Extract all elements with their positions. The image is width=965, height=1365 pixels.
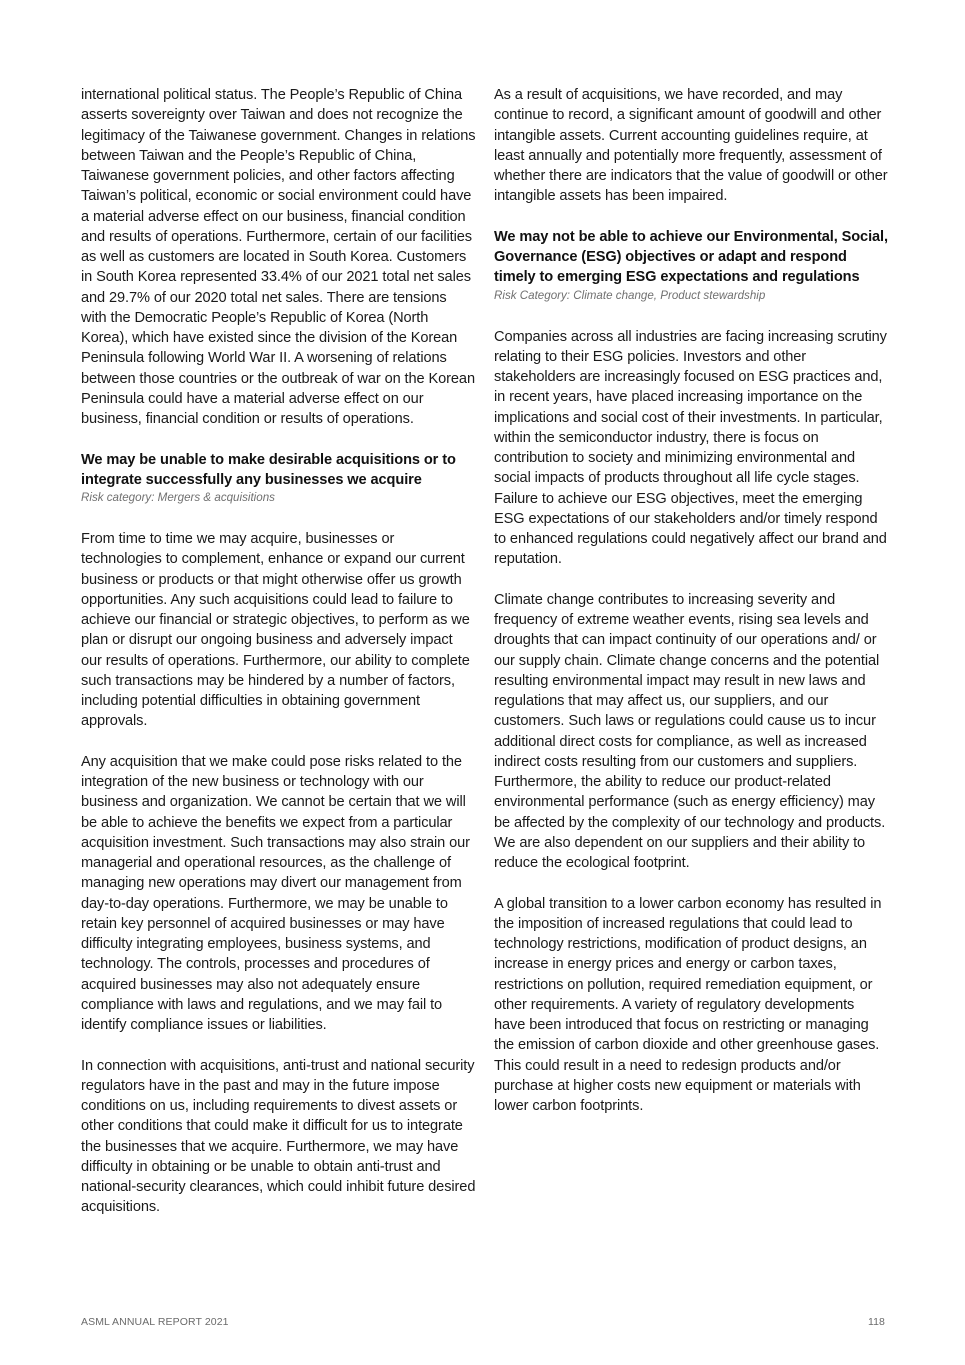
paragraph-acquisitions-1: From time to time we may acquire, businesses or technologies to complement, enhance or expand our current business or products or that might otherwise offer us growth opportunities. Any such acquisitions could lead to failure to achieve our financial or strategic objectives, to perform as we plan or disrupt our ongoing business and adversely impact our results of operations. Furthermore, our ability to complete such transactions may be hindered by a number of factors, including potential difficulties in obtaining government approvals. (81, 531, 470, 730)
right-column (494, 85, 889, 1116)
risk-category-acquisitions: Risk category: Mergers & acquisitions (81, 491, 275, 504)
paragraph-esg-2: Climate change contributes to increasing severity and frequency of extreme weather events, rising sea levels and droughts that can impact continuity of our operations and/ or our supply chain. Climate change concerns and the potential resulting environmental impact may result in new laws and regulations that may affect us, our suppliers, and our customers. Such laws or regulations could cause us to incur additional direct costs for compliance, as well as increased indirect costs resulting from our customers and suppliers. Furthermore, the ability to reduce our product-related environmental performance (such as energy efficiency) may be affected by the complexity of our technology and products. We are also dependent on our suppliers and their ability to reduce the ecological footprint. (494, 591, 886, 871)
footer-report-title: ASML ANNUAL REPORT 2021 (81, 1316, 229, 1328)
risk-category-esg: Risk Category: Climate change, Product stewardship (494, 288, 766, 302)
paragraph-korea-taiwan-risk: international political status. The People’s Republic of China asserts sovereignty over Taiwan and does not recognize the legitimacy of the Taiwanese government. Changes in relations between Taiwan and the People’s Republic of China, Taiwanese government policies, and other factors affecting Taiwan’s political, economic or social environment could have a material adverse effect on our business, financial condition and results of operations. Furthermore, certain of our facilities as well as customers are located in South Korea. Customers in South Korea represented 33.4% of our 2021 total net sales and 29.7% of our 2020 total net sales. There are tensions with the Democratic People’s Republic of Korea (North Korea), which have existed since the division of the Korean Peninsula following World War II. A worsening of relations between those countries or the outbreak of war on the Korean Peninsula could have a material adverse effect on our business, financial condition or results of operations. (81, 87, 476, 427)
risk-heading-esg: We may not be able to achieve our Environmental, Social, Governance (ESG) objectives or adapt and respond timely to emerging ESG expectations and regulations (494, 228, 888, 286)
paragraph-acquisitions-2: Any acquisition that we make could pose risks related to the integration of the new business or technology with our business and organization. We cannot be certain that we will be able to achieve the benefits we expect from a particular acquisition investment. Such transactions may also strain our managerial and operational resources, as the challenge of managing new operations may divert our management from day-to-day operations. Furthermore, we may be unable to retain key personnel of acquired businesses or may have difficulty integrating employees, business systems, and technology. The controls, processes and procedures of acquired businesses may also not adequately ensure compliance with laws and regulations, and we may fail to identify compliance issues or liabilities. (81, 753, 470, 1033)
paragraph-acquisitions-3: In connection with acquisitions, anti-trust and national security regulators have in the past and may in the future impose conditions on us, including requirements to divest assets or other conditions that could make it difficult for us to integrate the businesses that we acquire. Furthermore, we may have difficulty in obtaining or be unable to obtain anti-trust and national-security clearances, which could inhibit future desired acquisitions. (81, 1057, 476, 1216)
paragraph-esg-3: A global transition to a lower carbon economy has resulted in the imposition of increased regulations that could lead to technology restrictions, modification of product designs, an increase in energy prices and energy or carbon taxes, restrictions on pollution, required remediation equipment, or other requirements. A variety of regulatory developments have been introduced that focus on restricting or managing the emission of carbon dioxide and other greenhouse gases. This could result in a need to redesign products and/or purchase at higher costs new equipment or materials with lower carbon footprints. (494, 895, 882, 1114)
paragraph-goodwill: As a result of acquisitions, we have recorded, and may continue to record, a significant amount of goodwill and other intangible assets. Current accounting guidelines require, at least annually and potentially more frequently, assessment of whether there are indicators that the value of goodwill or other intangible assets has been impaired. (494, 87, 888, 205)
left-column (81, 85, 476, 1218)
paragraph-esg-1: Companies across all industries are facing increasing scrutiny relating to their ESG policies. Investors and other stakeholders are increasingly focused on ESG practices and, in recent years, have placed increasing importance on the implications and social cost of their investments. In particular, within the semiconductor industry, there is focus on contribution to society and minimizing environmental and social impacts of products throughout all life cycle stages. Failure to achieve our ESG objectives, meet the emerging ESG expectations of our stakeholders and/or timely respond to enhanced regulations could negatively affect our brand and reputation. (494, 328, 887, 568)
footer-page-number: 118 (867, 1316, 885, 1328)
risk-heading-acquisitions: We may be unable to make desirable acquisitions or to integrate successfully any businesses we acquire (81, 451, 456, 488)
